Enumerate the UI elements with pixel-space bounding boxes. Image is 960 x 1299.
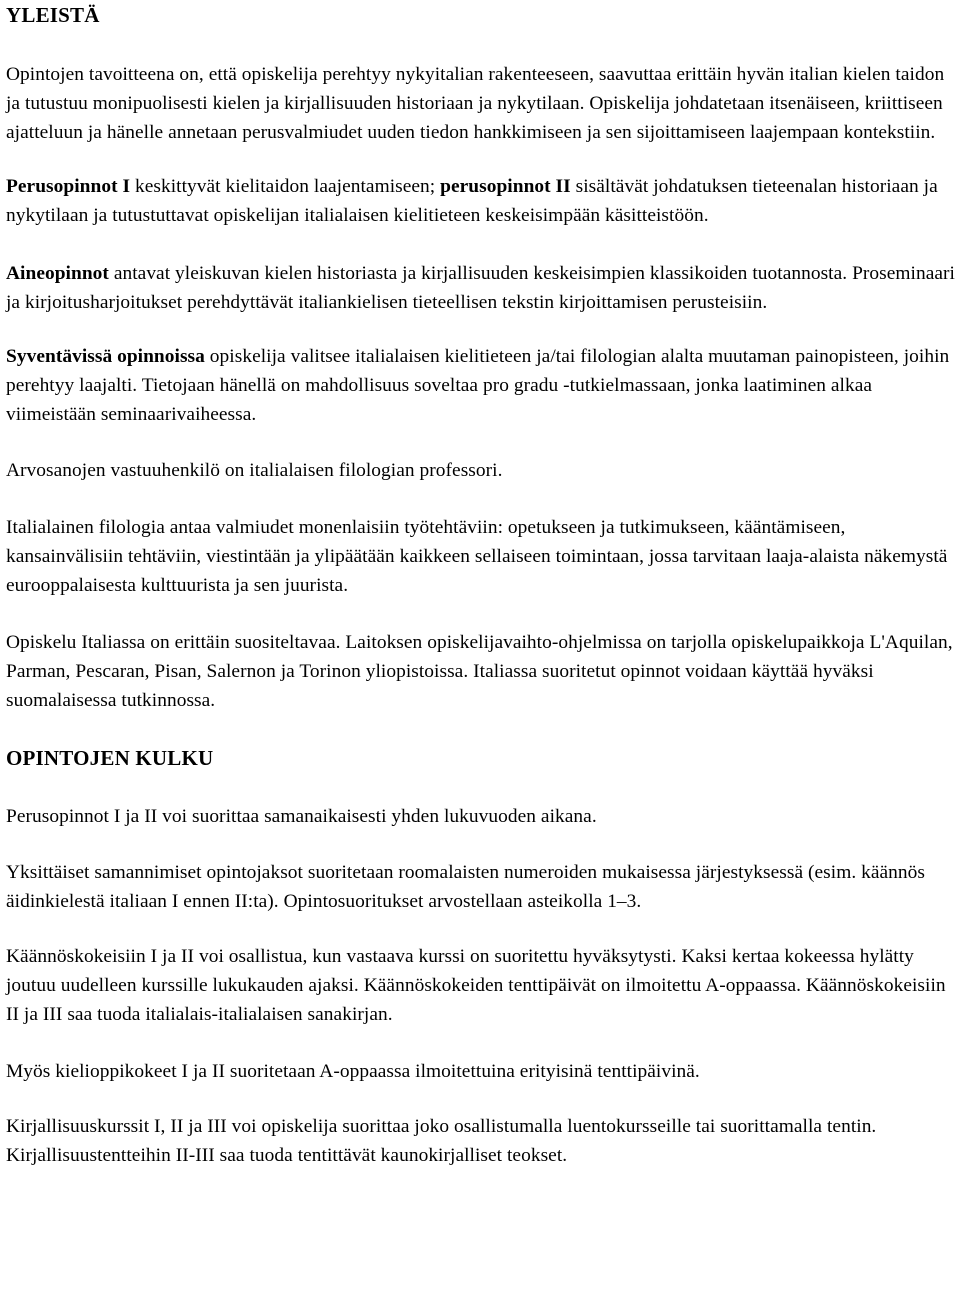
paragraph-kirjallisuuskurssit: Kirjallisuuskurssit I, II ja III voi opiskelija suorittaa joko osallistumalla luentokursseille tai suorittamalla tentin. Kirjallisuustentteihin II-III saa tuoda tentittävät kaunokirjalliset teokset. — [6, 1116, 877, 1166]
text-segment: keskittyvät kielitaidon laajentamiseen; — [130, 176, 441, 197]
paragraph-syventavat — [6, 342, 956, 429]
paragraph-perusopinnot — [6, 172, 956, 230]
paragraph-kielioppikokeet: Myös kielioppikokeet I ja II suoritetaan A-oppaassa ilmoitettuina erityisinä tenttipäivinä. — [6, 1061, 700, 1082]
paragraph-aineopinnot — [6, 259, 956, 317]
paragraph-opiskelu-italiassa: Opiskelu Italiassa on erittäin suositeltavaa. Laitoksen opiskelijavaihto-ohjelmissa on tarjolla opiskelupaikkoja L'Aquilan, Parman, Pescaran, Pisan, Salernon ja Torinon yliopistoissa. Italiassa suoritetut opinnot voidaan käyttää hyväksi suomalaisessa tutkinnossa. — [6, 632, 953, 711]
paragraph-tavoitteet: Opintojen tavoitteena on, että opiskelija perehtyy nykyitalian rakenteeseen, saavuttaa erittäin hyvän italian kielen taidon ja tutustuu monipuolisesti kielen ja kirjallisuuden historiaan ja nykytilaan. Opiskelija johdatetaan itsenäiseen, kriittiseen ajatteluun ja hänelle annetaan perusvalmiudet uuden tiedon hankkimiseen ja sen sijoittamiseen laajempaan kontekstiin. — [6, 64, 945, 143]
bold-syventavat: Syventävissä opinnoissa — [6, 346, 205, 367]
text-segment: sisältävät johdatuksen tieteenalan historiaan ja nykytilaan ja tutustuttavat opiskelijan italialaisen kielitieteen keskeisimpään käsitteistöön. — [6, 176, 938, 226]
paragraph-perusopinnot-aikataulu: Perusopinnot I ja II voi suorittaa samanaikaisesti yhden lukuvuoden aikana. — [6, 806, 597, 827]
paragraph-valmiudet: Italialainen filologia antaa valmiudet monenlaisiin työtehtäviin: opetukseen ja tutkimukseen, kääntämiseen, kansainvälisiin tehtäviin, viestintään ja ylipäätään kaikkeen sellaiseen toimintaan, jossa tarvitaan laaja-alaista näkemystä eurooppalaisesta kulttuurista ja sen juurista. — [6, 517, 948, 596]
section-heading-opintojen-kulku: OPINTOJEN KULKU — [6, 746, 214, 770]
section-heading-yleista: YLEISTÄ — [6, 3, 100, 27]
text-segment: antavat yleiskuvan kielen historiasta ja kirjallisuuden keskeisimpien klassikoiden tuotannosta. Proseminaari ja kirjoitusharjoitukset perehdyttävät italiankielisen tieteellisen tekstin kirjoittamisen perusteisiin. — [6, 263, 955, 313]
document-page — [6, 0, 956, 1170]
bold-perusopinnot-2: perusopinnot II — [440, 176, 571, 197]
bold-perusopinnot-1: Perusopinnot I — [6, 176, 131, 197]
paragraph-vastuuhenkilo: Arvosanojen vastuuhenkilö on italialaisen filologian professori. — [6, 460, 503, 481]
paragraph-opintojaksot: Yksittäiset samannimiset opintojaksot suoritetaan roomalaisten numeroiden mukaisessa järjestyksessä (esim. käännös äidinkielestä italiaan I ennen II:ta). Opintosuoritukset arvostellaan asteikolla 1–3. — [6, 862, 926, 912]
bold-aineopinnot: Aineopinnot — [6, 263, 109, 284]
text-segment: opiskelija valitsee italialaisen kielitieteen ja/tai filologian alalta muutaman painopisteen, joihin perehtyy laajalti. Tietojaan hänellä on mahdollisuus soveltaa pro gradu -tutkielmassaan, jonka laatiminen alkaa viimeistään seminaarivaiheessa. — [6, 346, 950, 425]
paragraph-kaannoskokeet: Käännöskokeisiin I ja II voi osallistua, kun vastaava kurssi on suoritettu hyväksytysti. Kaksi kertaa kokeessa hylätty joutuu uudelleen kurssille lukukauden ajaksi. Käännöskokeiden tenttipäivät on ilmoitettu A-oppaassa. Käännöskokeisiin II ja III saa tuoda italialais-italialaisen sanakirjan. — [6, 946, 946, 1025]
